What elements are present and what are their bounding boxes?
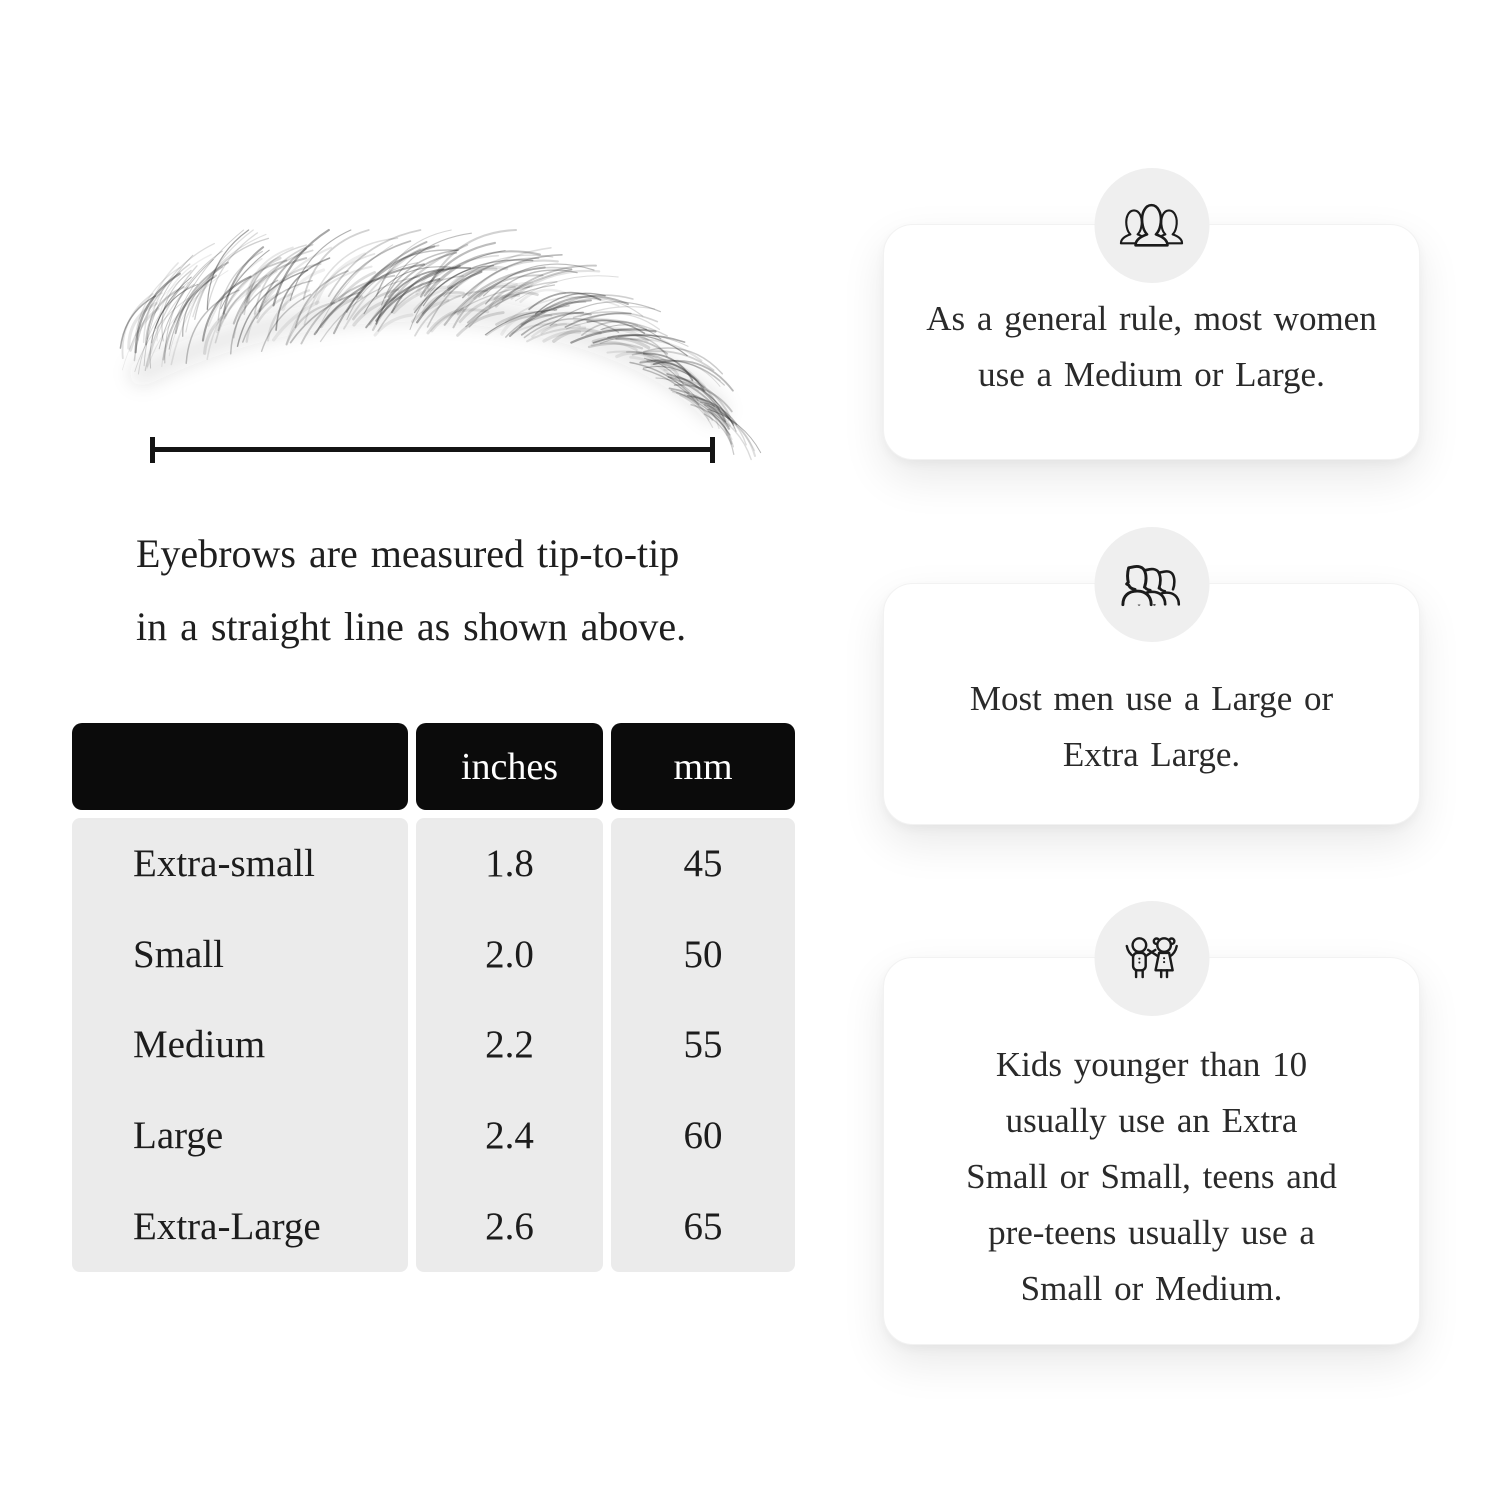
info-card-kids bbox=[883, 957, 1420, 1345]
icon-circle bbox=[1094, 527, 1209, 642]
icon-circle bbox=[1094, 901, 1209, 1016]
inches-value: 2.6 bbox=[485, 1205, 534, 1249]
mm-value: 55 bbox=[683, 1023, 723, 1067]
info-card-women bbox=[883, 224, 1420, 460]
table-header-size bbox=[72, 723, 408, 810]
info-card-men bbox=[883, 583, 1420, 825]
mm-value: 60 bbox=[683, 1114, 723, 1158]
card-text-line: As a general rule, most women bbox=[926, 299, 1377, 338]
inches-value: 1.8 bbox=[485, 841, 534, 885]
table-header-inches: inches bbox=[416, 723, 603, 810]
eyebrow-shading bbox=[142, 309, 714, 410]
men-group-icon bbox=[1115, 558, 1189, 611]
mm-value: 50 bbox=[683, 932, 723, 976]
eyebrow-sketch-image bbox=[112, 228, 740, 440]
card-text-line: Small or Medium. bbox=[1020, 1269, 1283, 1308]
women-group-icon bbox=[1117, 200, 1187, 251]
size-label: Extra-Large bbox=[133, 1205, 321, 1249]
card-text-line: usually use an Extra bbox=[1005, 1101, 1298, 1140]
measure-caption-line: Eyebrows are measured tip-to-tip bbox=[136, 531, 680, 576]
size-table bbox=[72, 723, 795, 1272]
measure-line-right-tick bbox=[710, 437, 715, 463]
inches-value: 2.4 bbox=[485, 1114, 534, 1158]
card-text-line: Small or Small, teens and bbox=[966, 1157, 1337, 1196]
measure-line-bar bbox=[150, 447, 715, 452]
card-text-line: use a Medium or Large. bbox=[978, 355, 1325, 394]
eyebrow-sketch bbox=[112, 228, 740, 440]
kids-icon bbox=[1121, 933, 1183, 983]
card-text bbox=[926, 291, 1376, 403]
mm-value: 65 bbox=[683, 1205, 723, 1249]
size-table-header-row bbox=[72, 723, 795, 810]
icon-circle bbox=[1094, 168, 1209, 283]
size-label-column bbox=[72, 818, 408, 1272]
inches-column bbox=[416, 818, 603, 1272]
measure-line bbox=[150, 437, 715, 463]
size-label: Small bbox=[133, 932, 225, 976]
size-table-body bbox=[72, 818, 795, 1272]
size-label: Extra-small bbox=[133, 841, 315, 885]
inches-value: 2.0 bbox=[485, 932, 534, 976]
card-text bbox=[970, 671, 1333, 783]
measure-caption bbox=[136, 517, 776, 663]
mm-value: 45 bbox=[683, 841, 723, 885]
card-text bbox=[966, 1037, 1337, 1317]
card-text-line: pre-teens usually use a bbox=[988, 1213, 1315, 1252]
table-header-mm: mm bbox=[611, 723, 795, 810]
size-label: Large bbox=[133, 1114, 224, 1158]
mm-column bbox=[611, 818, 795, 1272]
size-label: Medium bbox=[133, 1023, 266, 1067]
card-text-line: Most men use a Large or bbox=[969, 679, 1334, 718]
inches-value: 2.2 bbox=[485, 1023, 534, 1067]
measure-caption-line: in a straight line as shown above. bbox=[136, 604, 687, 649]
card-text-line: Extra Large. bbox=[1062, 735, 1241, 774]
card-text-line: Kids younger than 10 bbox=[995, 1045, 1308, 1084]
